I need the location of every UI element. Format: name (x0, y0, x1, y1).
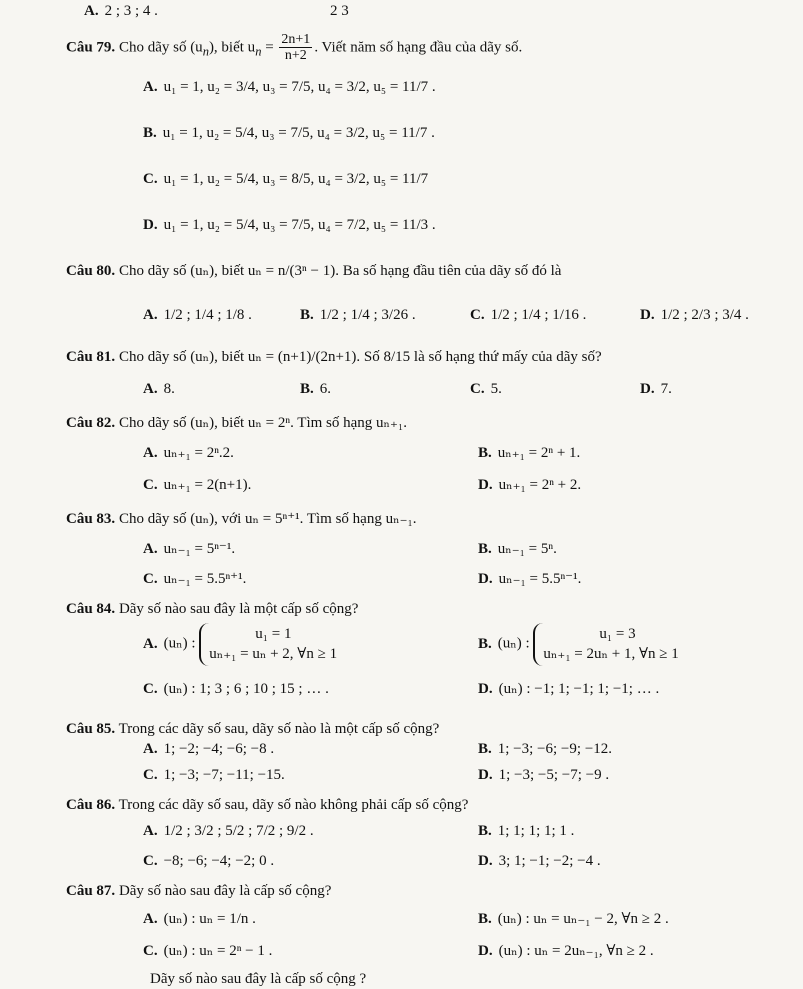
q85-option-b: B. 1; −3; −6; −9; −12. (478, 741, 613, 757)
q82-option-a: A. uₙ₊₁ = 2ⁿ.2. (143, 445, 234, 461)
q81-option-b: B. 6. (300, 381, 332, 397)
question-85: Câu 85. Trong các dãy số sau, dãy số nào là một cấp số cộng? (66, 721, 440, 737)
q81-option-c: C. 5. (470, 381, 502, 397)
q85-option-d: D. 1; −3; −5; −7; −9 . (478, 767, 610, 783)
q80-option-a: A. 1/2 ; 1/4 ; 1/8 . (143, 307, 252, 323)
q86-option-c: C. −8; −6; −4; −2; 0 . (143, 853, 275, 869)
question-84: Câu 84. Dãy số nào sau đây là một cấp số cộng? (66, 601, 359, 617)
q81-option-a: A. 8. (143, 381, 175, 397)
q87-option-c: C. (uₙ) : uₙ = 2ⁿ − 1 . (143, 943, 273, 959)
q87-option-b: B. (uₙ) : uₙ = uₙ₋₁ − 2, ∀n ≥ 2 . (478, 911, 669, 927)
q85-option-c: C. 1; −3; −7; −11; −15. (143, 767, 285, 783)
q87-option-d: D. (uₙ) : uₙ = 2uₙ₋₁, ∀n ≥ 2 . (478, 943, 654, 959)
question-82: Câu 82. Cho dãy số (uₙ), biết uₙ = 2ⁿ. Tìm số hạng uₙ₊₁. (66, 415, 407, 431)
q79-option-a: A. u₁ = 1, u₂ = 3/4, u₃ = 7/5, u₄ = 3/2, u₅ = 11/7 . (143, 79, 436, 95)
q81-option-d: D. 7. (640, 381, 672, 397)
formula-fraction: $\frac{2n+1}{n+2}$ (281, 32, 311, 64)
q82-option-d: D. uₙ₊₁ = 2ⁿ + 2. (478, 477, 582, 493)
q83-option-d: D. uₙ₋₁ = 5.5ⁿ⁻¹. (478, 571, 582, 587)
bottom-cut-line: Dãy số nào sau đây là cấp số cộng ? (150, 971, 367, 987)
q84-option-b: B. (uₙ) : u₁ = 3 uₙ₊₁ = 2uₙ + 1, ∀n ≥ 1 (478, 623, 679, 666)
question-79: Câu 79. Cho dãy số $(u_n)$, biết $u_n$ = $\frac{2n+1}{n+2}$ . Viết năm số hạng đầu của dãy số. (66, 32, 523, 64)
q79-option-c: C. u₁ = 1, u₂ = 5/4, u₃ = 8/5, u₄ = 3/2, u₅ = 11/7 (143, 171, 429, 187)
question-81: Câu 81. Cho dãy số (uₙ), biết uₙ = (n+1)/(2n+1). Số 8/15 là số hạng thứ mấy của dãy số? (66, 349, 602, 365)
q84-option-a: A. (uₙ) : u₁ = 1 uₙ₊₁ = uₙ + 2, ∀n ≥ 1 (143, 623, 337, 666)
q80-option-b: B. 1/2 ; 1/4 ; 3/26 . (300, 307, 416, 323)
q86-option-b: B. 1; 1; 1; 1; 1 . (478, 823, 575, 839)
q86-option-d: D. 3; 1; −1; −2; −4 . (478, 853, 601, 869)
q83-option-c: C. uₙ₋₁ = 5.5ⁿ⁺¹. (143, 571, 247, 587)
top-option-d: 2 3 (330, 3, 349, 19)
q83-option-a: A. uₙ₋₁ = 5ⁿ⁻¹. (143, 541, 236, 557)
question-87: Câu 87. Dãy số nào sau đây là cấp số cộng? (66, 883, 332, 899)
q87-option-a: A. (uₙ) : uₙ = 1/n . (143, 911, 256, 927)
q79-option-b: B. u₁ = 1, u₂ = 5/4, u₃ = 7/5, u₄ = 3/2, u₅ = 11/7 . (143, 125, 435, 141)
question-86: Câu 86. Trong các dãy số sau, dãy số nào không phải cấp số cộng? (66, 797, 469, 813)
q80-option-c: C. 1/2 ; 1/4 ; 1/16 . (470, 307, 587, 323)
question-80: Câu 80. Cho dãy số (uₙ), biết uₙ = n/(3ⁿ − 1). Ba số hạng đầu tiên của dãy số đó là (66, 263, 562, 279)
question-83: Câu 83. Cho dãy số (uₙ), với uₙ = 5ⁿ⁺¹. Tìm số hạng uₙ₋₁. (66, 511, 417, 527)
q83-option-b: B. uₙ₋₁ = 5ⁿ. (478, 541, 557, 557)
q85-option-a: A. 1; −2; −4; −6; −8 . (143, 741, 275, 757)
q86-option-a: A. 1/2 ; 3/2 ; 5/2 ; 7/2 ; 9/2 . (143, 823, 314, 839)
top-option-a: A. 2 ; 3 ; 4 . (84, 3, 158, 19)
q84-option-c: C. (uₙ) : 1; 3 ; 6 ; 10 ; 15 ; … . (143, 681, 329, 697)
equation-system: u₁ = 1 uₙ₊₁ = uₙ + 2, ∀n ≥ 1 (199, 623, 337, 666)
q79-option-d: D. u₁ = 1, u₂ = 5/4, u₃ = 7/5, u₄ = 7/2, u₅ = 11/3 . (143, 217, 436, 233)
q80-option-d: D. 1/2 ; 2/3 ; 3/4 . (640, 307, 749, 323)
equation-system: u₁ = 3 uₙ₊₁ = 2uₙ + 1, ∀n ≥ 1 (533, 623, 678, 666)
q82-option-b: B. uₙ₊₁ = 2ⁿ + 1. (478, 445, 581, 461)
q84-option-d: D. (uₙ) : −1; 1; −1; 1; −1; … . (478, 681, 660, 697)
q82-option-c: C. uₙ₊₁ = 2(n+1). (143, 477, 252, 493)
